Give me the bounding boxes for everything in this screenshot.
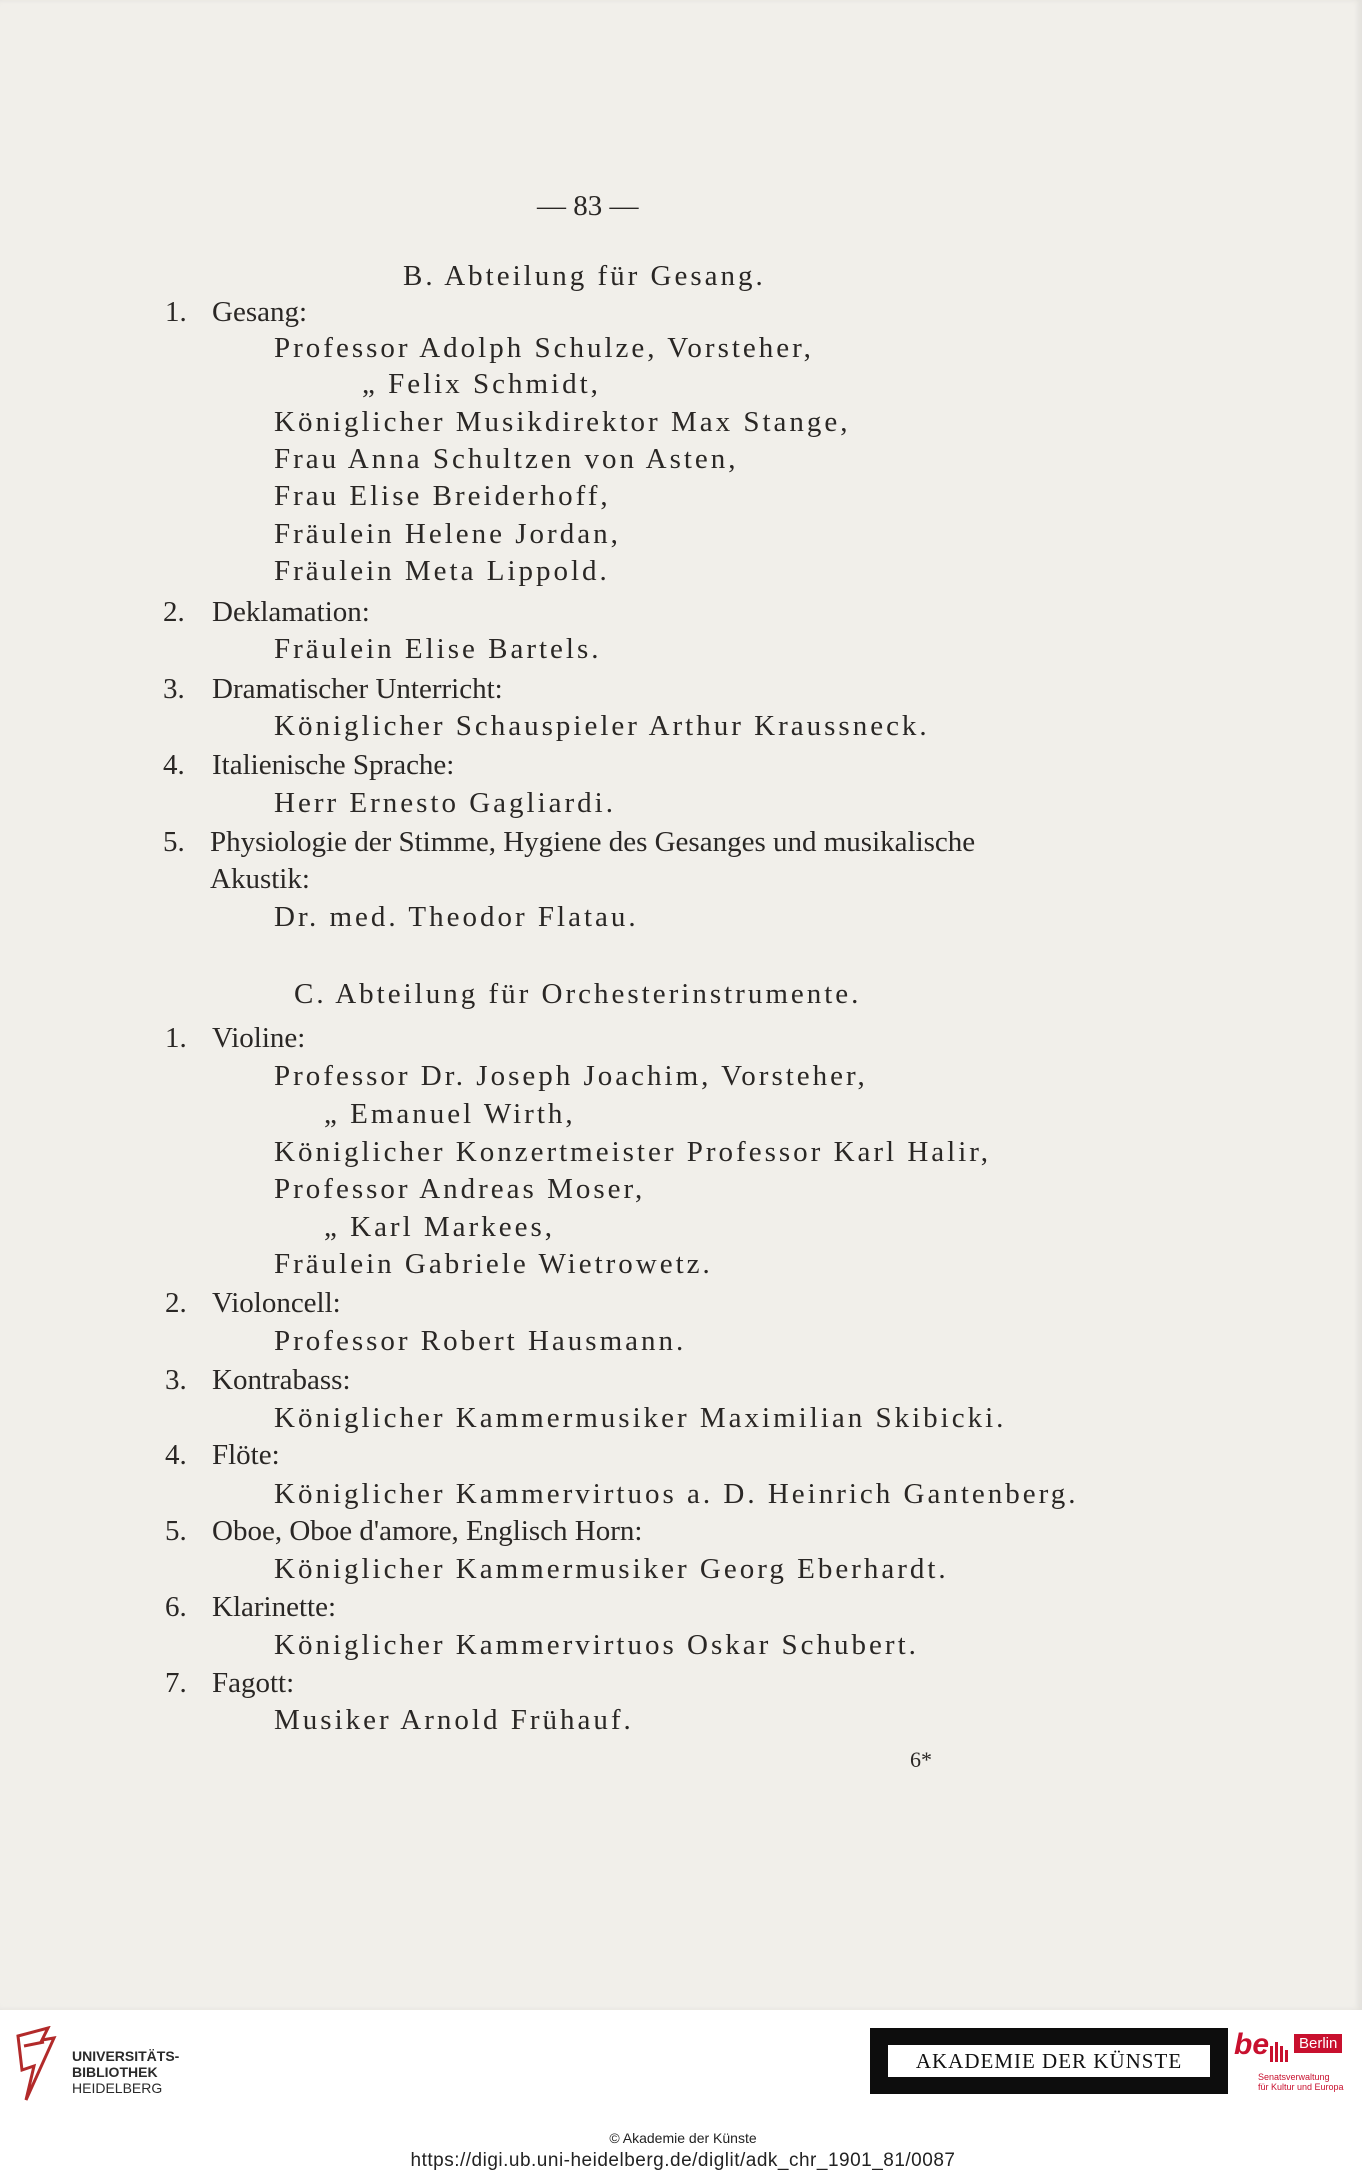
b-item-5-num: 5.: [163, 826, 185, 858]
ub-line-1: UNIVERSITÄTS-: [72, 2048, 180, 2064]
b-item-2-title: Deklamation:: [212, 596, 370, 628]
ub-line-2: BIBLIOTHEK: [72, 2064, 158, 2080]
b-item-1-line-4: Frau Anna Schultzen von Asten,: [274, 443, 739, 475]
c-item-1-num: 1.: [165, 1022, 187, 1054]
heading-c: C. Abteilung für Orchesterinstrumente.: [294, 978, 862, 1010]
c-item-5-num: 5.: [165, 1515, 187, 1547]
c-item-1-line-5: „ Karl Markees,: [324, 1211, 555, 1243]
c-item-2-title: Violoncell:: [212, 1287, 341, 1319]
heading-b: B. Abteilung für Gesang.: [403, 260, 766, 292]
permalink-url[interactable]: https://digi.ub.uni-heidelberg.de/diglit/adk_chr_1901_81/0087: [410, 2150, 956, 2171]
senat-line-2: für Kultur und Europa: [1258, 2082, 1344, 2092]
c-item-7-num: 7.: [165, 1667, 187, 1699]
c-item-6-num: 6.: [165, 1591, 187, 1623]
b-item-1-line-5: Frau Elise Breiderhoff,: [274, 480, 611, 512]
b-item-1-title: Gesang:: [212, 296, 308, 328]
c-item-1-line-1: Professor Dr. Joseph Joachim, Vorsteher,: [274, 1060, 868, 1092]
c-item-4-num: 4.: [165, 1439, 187, 1471]
b-item-4-num: 4.: [163, 749, 185, 781]
c-item-1-line-4: Professor Andreas Moser,: [274, 1173, 646, 1205]
ub-line-3: HEIDELBERG: [72, 2080, 163, 2096]
b-item-5-title-cont: Akustik:: [210, 863, 310, 895]
page-number: — 83 —: [537, 190, 639, 222]
c-item-3-num: 3.: [165, 1364, 187, 1396]
university-library-logo[interactable]: [14, 2026, 194, 2106]
c-item-4-line-1: Königlicher Kammervirtuos a. D. Heinrich Gantenberg.: [274, 1478, 1079, 1510]
c-item-1-line-2: „ Emanuel Wirth,: [324, 1098, 576, 1130]
c-item-4-title: Flöte:: [212, 1439, 280, 1471]
b-item-3-num: 3.: [163, 673, 185, 705]
b-item-1-line-2: „ Felix Schmidt,: [362, 368, 601, 400]
b-item-4-line-1: Herr Ernesto Gagliardi.: [274, 787, 616, 819]
b-item-2-num: 2.: [163, 596, 185, 628]
signature-mark: 6*: [910, 1747, 932, 1772]
b-item-3-title: Dramatischer Unterricht:: [212, 673, 503, 705]
b-item-1-num: 1.: [165, 296, 187, 328]
b-item-1-line-7: Fräulein Meta Lippold.: [274, 555, 610, 587]
b-item-1-line-3: Königlicher Musikdirektor Max Stange,: [274, 406, 851, 438]
c-item-2-num: 2.: [165, 1287, 187, 1319]
c-item-1-line-3: Königlicher Konzertmeister Professor Karl Halir,: [274, 1136, 992, 1168]
akademie-label: AKADEMIE DER KÜNSTE: [888, 2045, 1210, 2077]
c-item-7-line-1: Musiker Arnold Frühauf.: [274, 1704, 634, 1736]
akademie-logo[interactable]: [870, 2028, 1228, 2094]
c-item-6-line-1: Königlicher Kammervirtuos Oskar Schubert.: [274, 1629, 919, 1661]
c-item-6-title: Klarinette:: [212, 1591, 337, 1623]
b-item-3-line-1: Königlicher Schauspieler Arthur Kraussneck.: [274, 710, 930, 742]
b-item-5-line-1: Dr. med. Theodor Flatau.: [274, 901, 639, 933]
c-item-5-title: Oboe, Oboe d'amore, Englisch Horn:: [212, 1515, 643, 1547]
berlin-label: Berlin: [1294, 2034, 1342, 2053]
c-item-5-line-1: Königlicher Kammermusiker Georg Eberhardt.: [274, 1553, 949, 1585]
b-item-2-line-1: Fräulein Elise Bartels.: [274, 633, 602, 665]
b-item-5-title: Physiologie der Stimme, Hygiene des Gesanges und musikalische: [210, 826, 976, 858]
c-item-3-line-1: Königlicher Kammermusiker Maximilian Skibicki.: [274, 1402, 1007, 1434]
c-item-1-line-6: Fräulein Gabriele Wietrowetz.: [274, 1248, 713, 1280]
berlin-senate-logo[interactable]: [1234, 2028, 1346, 2098]
berlin-bars-icon: [1270, 2042, 1288, 2062]
senat-line-1: Senatsverwaltung: [1258, 2072, 1330, 2082]
ub-emblem-icon: [14, 2026, 58, 2106]
viewer-footer: [0, 2010, 1366, 2178]
b-item-4-title: Italienische Sprache:: [212, 749, 455, 781]
bem-prefix: be: [1234, 2028, 1270, 2061]
c-item-7-title: Fagott:: [212, 1667, 295, 1699]
c-item-3-title: Kontrabass:: [212, 1364, 351, 1396]
copyright-text: © Akademie der Künste: [609, 2130, 757, 2146]
b-item-1-line-6: Fräulein Helene Jordan,: [274, 518, 621, 550]
b-item-1-line-1: Professor Adolph Schulze, Vorsteher,: [274, 332, 814, 364]
c-item-1-title: Violine:: [212, 1022, 306, 1054]
c-item-2-line-1: Professor Robert Hausmann.: [274, 1325, 687, 1357]
